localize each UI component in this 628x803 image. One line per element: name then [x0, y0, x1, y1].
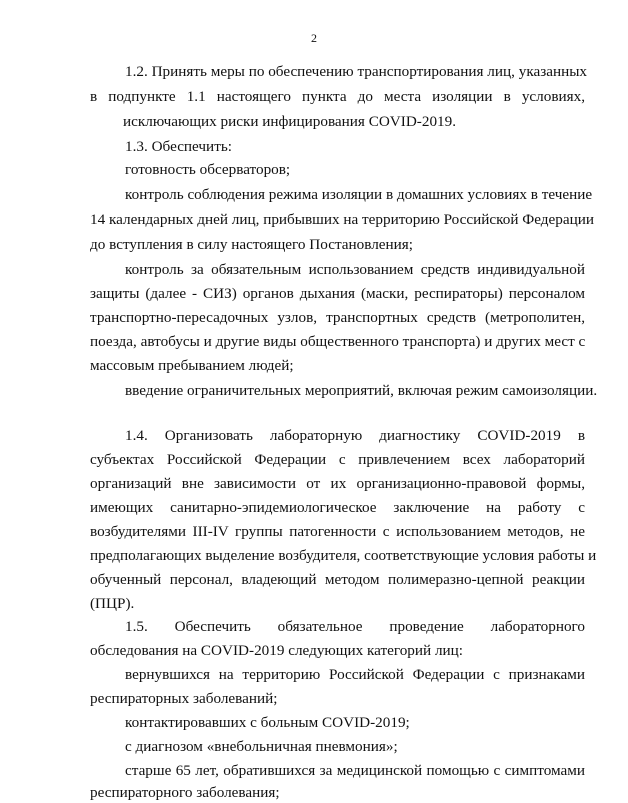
- category-returned-line-1: вернувшихся на территорию Российской Федерации с признаками: [125, 666, 585, 683]
- paragraph-1-4-line-2: субъектах Российской Федерации с привлечением всех лабораторий: [90, 451, 585, 468]
- paragraph-1-2-line-1: 1.2. Принять меры по обеспечению транспортирования лиц, указанных: [125, 63, 588, 80]
- ppe-control-line-4: поезда, автобусы и другие виды общественного транспорта) и других мест с: [90, 333, 586, 350]
- category-contacts: контактировавших с больным COVID-2019;: [125, 714, 410, 731]
- ppe-control-line-1: контроль за обязательным использованием средств индивидуальной: [125, 261, 585, 278]
- paragraph-1-4-line-1: 1.4. Организовать лабораторную диагностику COVID-2019 в: [125, 427, 585, 444]
- paragraph-1-4-line-4: имеющих санитарно-эпидемиологическое заключение на работу с: [90, 499, 585, 516]
- isolation-control-line-3: до вступления в силу настоящего Постановления;: [90, 236, 413, 253]
- paragraph-1-4-line-7: обученный персонал, владеющий методом полимеразно-цепной реакции: [90, 571, 585, 588]
- paragraph-1-4-line-5: возбудителями III-IV группы патогенности с использованием методов, не: [90, 523, 585, 540]
- paragraph-1-2-line-2: в подпункте 1.1 настоящего пункта до места изоляции в условиях,: [90, 88, 585, 105]
- restrictions-line: введение ограничительных мероприятий, включая режим самоизоляции.: [125, 382, 598, 399]
- list-item-observators: готовность обсерваторов;: [125, 161, 291, 178]
- page-number: 2: [311, 31, 317, 45]
- paragraph-1-5-line-2: обследования на COVID-2019 следующих категорий лиц:: [90, 642, 463, 659]
- paragraph-1-2-line-3: исключающих риски инфицирования COVID-2019.: [123, 113, 457, 130]
- isolation-control-line-2: 14 календарных дней лиц, прибывших на территорию Российской Федерации: [90, 211, 594, 228]
- paragraph-1-3-heading: 1.3. Обеспечить:: [125, 138, 232, 155]
- category-elderly-line-1: старше 65 лет, обратившихся за медицинской помощью с симптомами: [125, 762, 585, 779]
- paragraph-1-4-line-3: организаций вне зависимости от их организационно-правовой формы,: [90, 475, 585, 492]
- paragraph-1-5-line-1: 1.5. Обеспечить обязательное проведение лабораторного: [125, 618, 585, 635]
- paragraph-1-4-line-6: предполагающих выделение возбудителя, соответствующие условия работы и: [90, 547, 597, 564]
- ppe-control-line-2: защиты (далее - СИЗ) органов дыхания (маски, респираторы) персоналом: [90, 285, 585, 302]
- category-elderly-line-2: респираторного заболевания;: [90, 784, 280, 801]
- paragraph-1-4-line-8: (ПЦР).: [90, 595, 135, 612]
- ppe-control-line-3: транспортно-пересадочных узлов, транспортных средств (метрополитен,: [90, 309, 585, 326]
- category-pneumonia: с диагнозом «внебольничная пневмония»;: [125, 738, 398, 755]
- category-returned-line-2: респираторных заболеваний;: [90, 690, 278, 707]
- ppe-control-line-5: массовым пребыванием людей;: [90, 357, 294, 374]
- isolation-control-line-1: контроль соблюдения режима изоляции в домашних условиях в течение: [125, 186, 593, 203]
